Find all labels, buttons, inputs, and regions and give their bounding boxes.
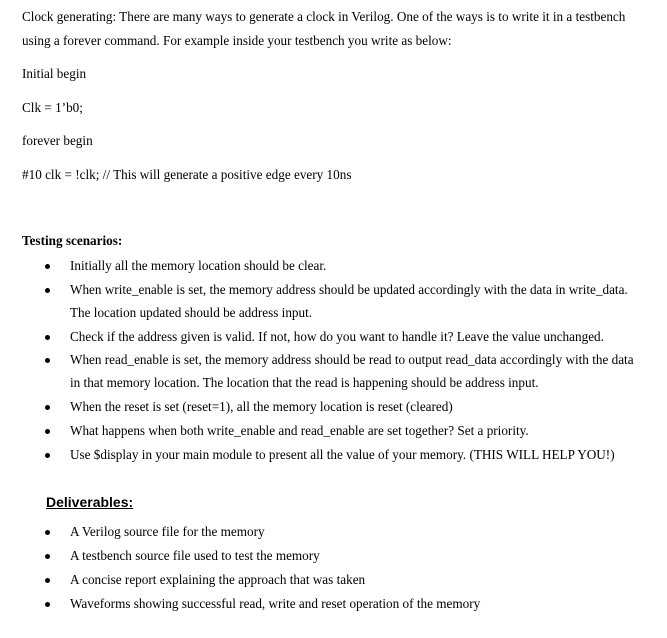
list-item-text: Waveforms showing successful read, write and reset operation of the memory — [70, 596, 481, 611]
bullet-icon — [45, 264, 50, 269]
list-item-text: When the reset is set (reset=1), all the memory location is reset (cleared) — [70, 399, 453, 414]
list-item-text: A concise report explaining the approach that was taken — [70, 572, 366, 587]
list-item-text: When write_enable is set, the memory address should be updated accordingly with the data in write_data. — [70, 282, 628, 297]
list-item-text-continuation: in that memory location. The location that the read is happening should be address input. — [70, 375, 539, 390]
intro-line-1: Clock generating: There are many ways to generate a clock in Verilog. One of the ways is to write it in a testbench — [22, 9, 626, 24]
bullet-icon — [45, 358, 50, 363]
bullet-icon — [45, 288, 50, 293]
list-item-text: What happens when both write_enable and read_enable are set together? Set a priority. — [70, 423, 529, 438]
list-item-text: Initially all the memory location should be clear. — [70, 258, 327, 273]
code-line-forever-begin: forever begin — [22, 133, 93, 148]
bullet-icon — [45, 429, 50, 434]
bullet-icon — [45, 602, 50, 607]
list-item-text: A testbench source file used to test the memory — [70, 548, 320, 563]
deliverables-heading: Deliverables: — [46, 494, 134, 510]
bullet-icon — [45, 578, 50, 583]
code-line-initial-begin: Initial begin — [22, 66, 87, 81]
bullet-icon — [45, 405, 50, 410]
bullet-icon — [45, 554, 50, 559]
bullet-icon — [45, 453, 50, 458]
code-line-clk-init: Clk = 1’b0; — [22, 100, 83, 115]
intro-line-2: using a forever command. For example inside your testbench you write as below: — [22, 33, 452, 48]
list-item-text: Check if the address given is valid. If not, how do you want to handle it? Leave the value unchanged. — [70, 329, 604, 344]
list-item-text: Use $display in your main module to present all the value of your memory. (THIS WILL HELP YOU!) — [70, 447, 615, 462]
testing-scenarios-heading: Testing scenarios: — [22, 233, 123, 248]
code-line-clock-toggle: #10 clk = !clk; // This will generate a positive edge every 10ns — [22, 167, 352, 182]
list-item-text: A Verilog source file for the memory — [70, 524, 265, 539]
list-item-text: When read_enable is set, the memory address should be read to output read_data accordingly with the data — [70, 352, 634, 367]
list-item-text-continuation: The location updated should be address input. — [70, 305, 313, 320]
bullet-icon — [45, 530, 50, 535]
bullet-icon — [45, 335, 50, 340]
